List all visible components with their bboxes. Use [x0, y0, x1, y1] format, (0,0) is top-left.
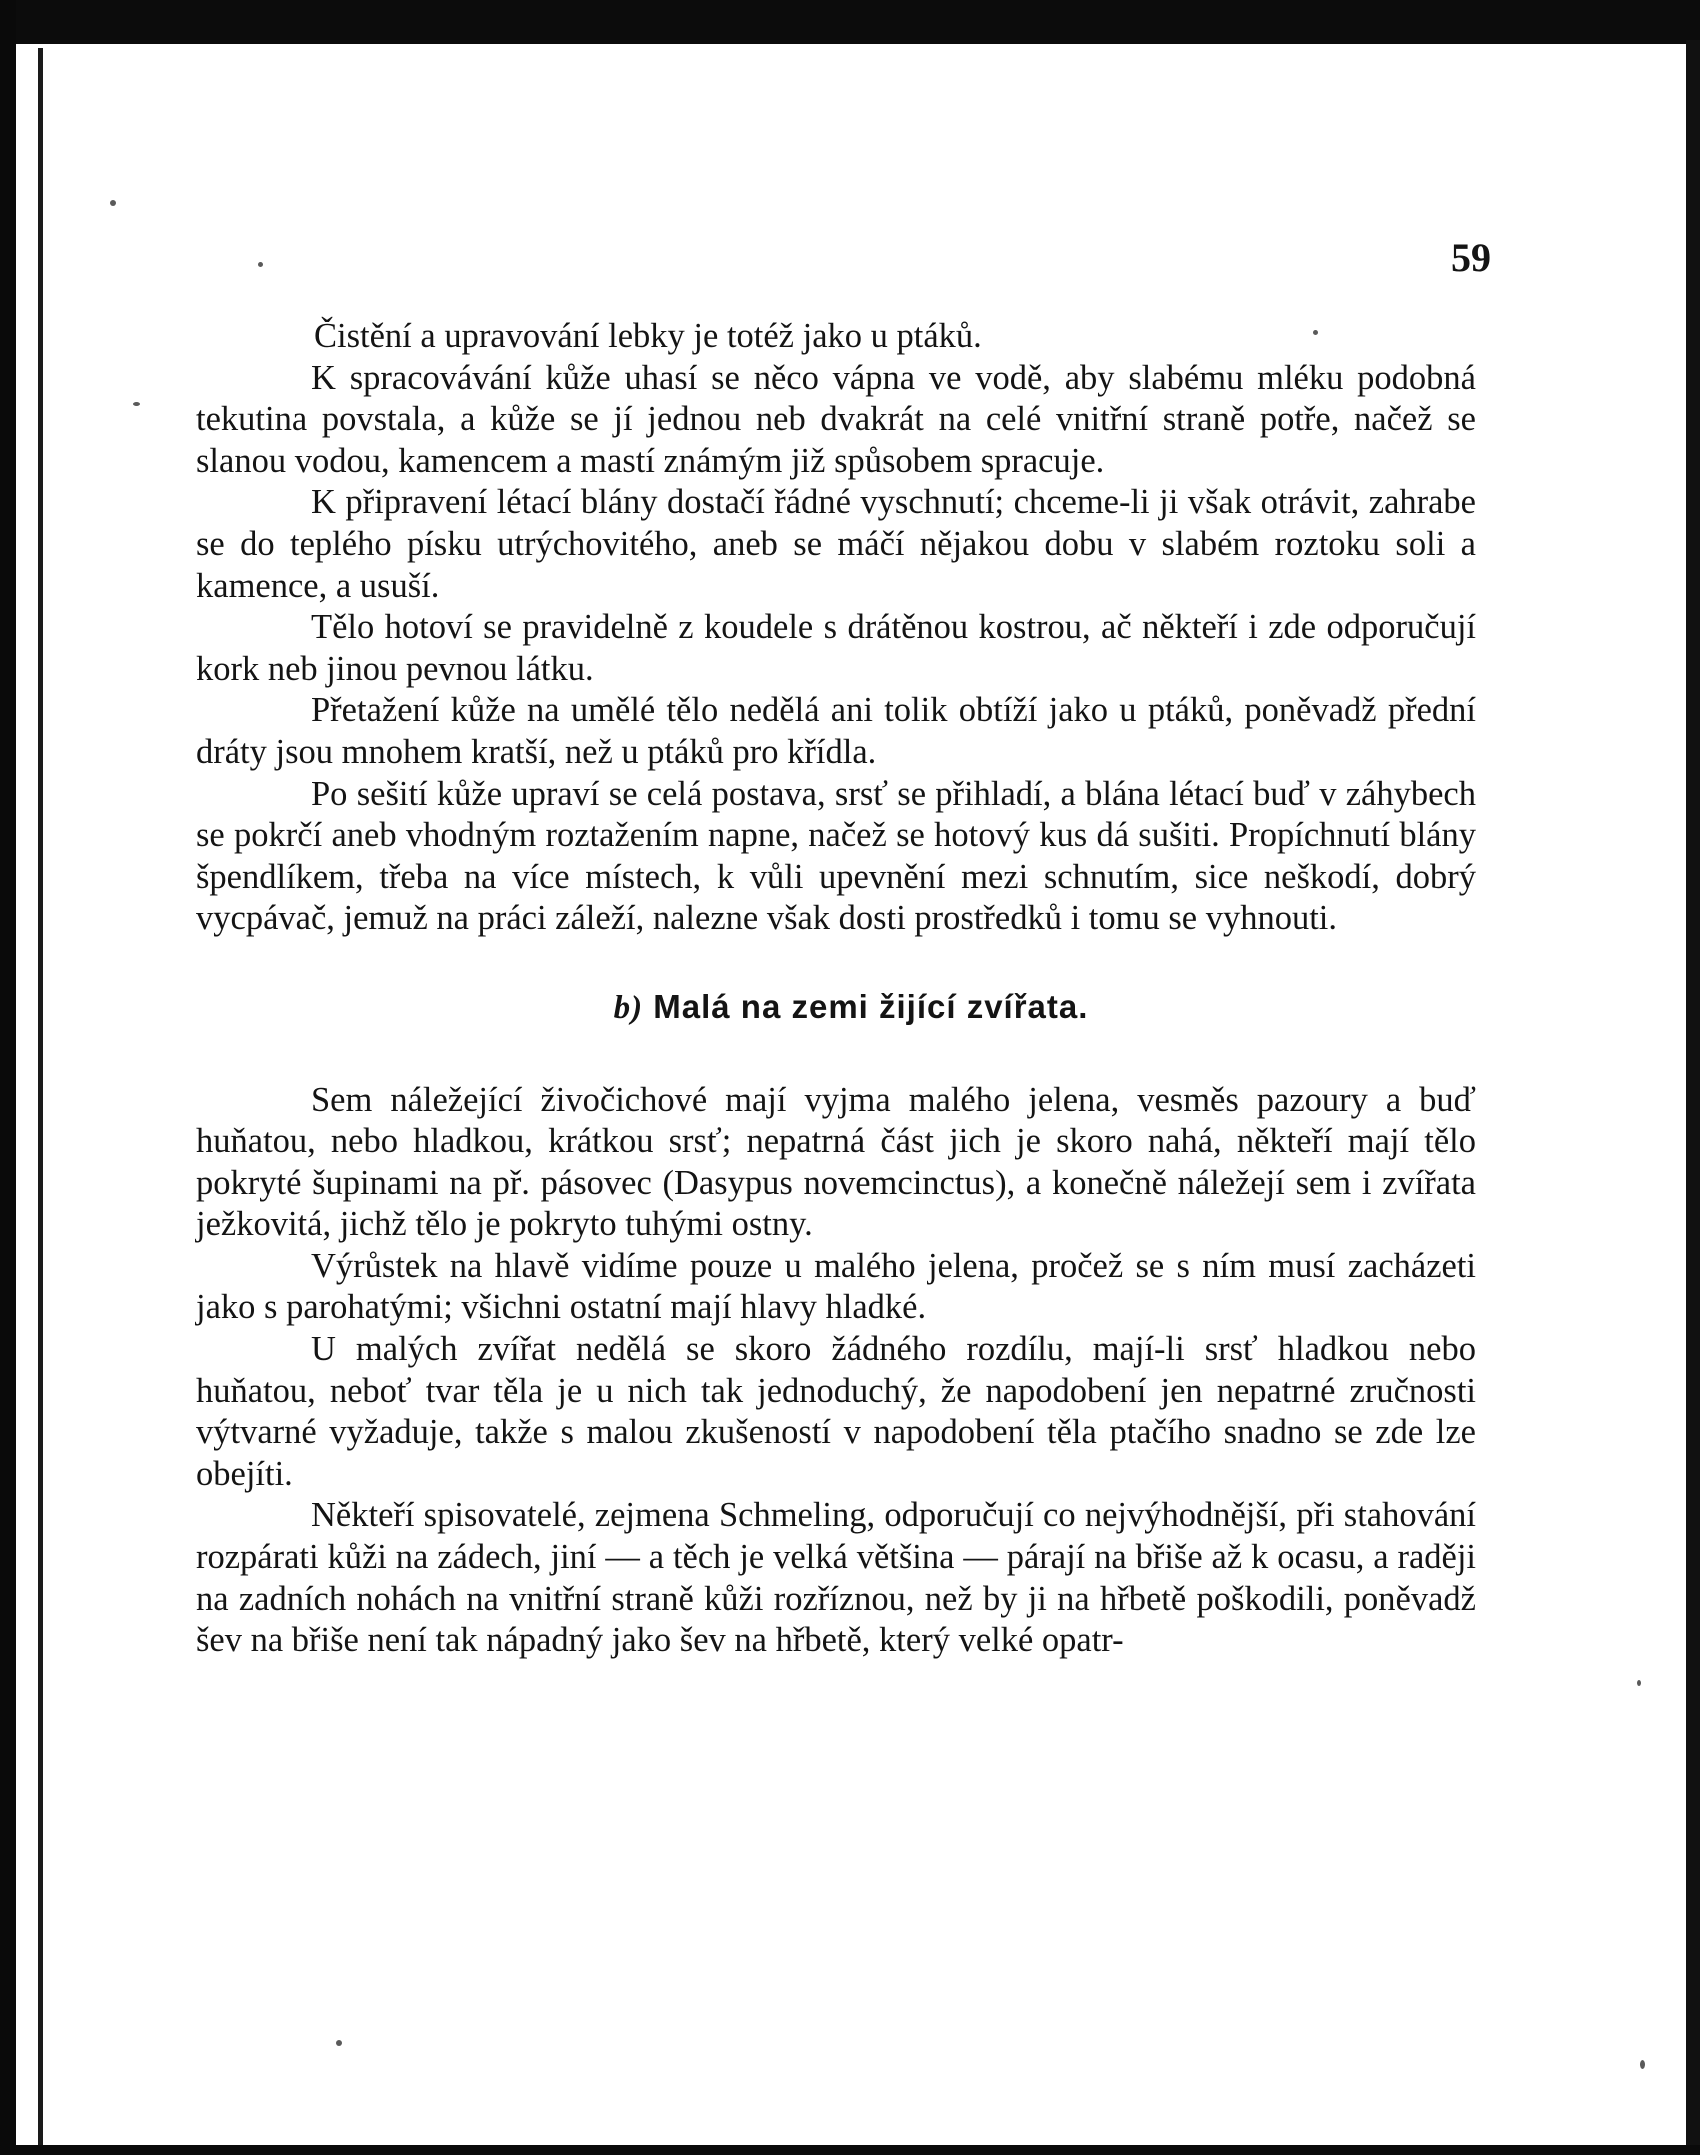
- paragraph: Výrůstek na hlavě vidíme pouze u malého jelena, pročež se s ním musí zacházeti jako s parohatými; všichni ostatní mají hlavy hladké.: [196, 1246, 1476, 1327]
- scan-speck: [1637, 1680, 1641, 1686]
- paragraph: Čistění a upravování lebky je totéž jako u ptáků.: [314, 317, 982, 355]
- scan-binding-line: [38, 48, 43, 2148]
- paragraph: K spracovávání kůže uhasí se něco vápna ve vodě, aby slabému mléku podobná tekutina povstala, a kůže se jí jednou neb dvakrát na celé vnitřní straně potře, načež se slanou vodou, kamencem a mastí známým již spůsobem spracuje.: [196, 358, 1476, 480]
- paragraph: Přetažení kůže na umělé tělo nedělá ani tolik obtíží jako u ptáků, poněvadž přední dráty jsou mnohem kratší, než u ptáků pro křídla.: [196, 691, 1476, 771]
- scan-top-edge: [0, 0, 1700, 44]
- paragraph: K připravení létací blány dostačí řádné vyschnutí; chceme-li ji však otrávit, zahrabe se do teplého písku utrýchovitého, aneb se máčí nějakou dobu v slabém roztoku soli a kamence, a usuší.: [196, 483, 1476, 605]
- scan-speck: [110, 200, 116, 206]
- scan-left-edge: [0, 0, 16, 2155]
- scan-speck: [258, 262, 263, 267]
- section-heading: [196, 986, 1476, 1030]
- scan-speck: [133, 402, 140, 406]
- paragraph: Sem náležející živočichové mají vyjma malého jelena, vesměs pazoury a buď huňatou, nebo hladkou, krátkou srsť; nepatrná část jich je skoro nahá, někteří mají tělo pokryté šupinami na př. pásovec (Dasypus novemcinctus), a konečně náležejí sem i zvířata ježkovitá, jichž tělo je pokryto tuhými ostny.: [196, 1080, 1476, 1244]
- section-heading-letter: b): [613, 989, 644, 1026]
- body-text: [196, 316, 1476, 1662]
- paragraph: U malých zvířat nedělá se skoro žádného rozdílu, mají-li srsť hladkou nebo huňatou, neboť tvar těla je u nich tak jednoduchý, že napodobení jen nepatrné zručnosti výtvarné vyžaduje, takže s malou zkušeností v napodobení těla ptačího snadno se zde lze obejíti.: [196, 1330, 1476, 1493]
- scan-speck: [336, 2040, 342, 2046]
- paragraph: Někteří spisovatelé, zejmena Schmeling, odporučují co nejvýhodnější, při stahování rozpárati kůži na zádech, jiní — a těch je velká většina — párají na břiše až k ocasu, a raději na zadních nohách na vnitřní straně kůži rozříznou, než by ji na hřbetě poškodili, poněvadž šev na břiše není tak nápadný jako šev na hřbetě, který velké opatr-: [196, 1496, 1476, 1660]
- section-heading-text: Malá na zemi žijící zvířata.: [653, 987, 1089, 1025]
- scan-bottom-edge: [0, 2145, 1700, 2155]
- paragraph: Tělo hotoví se pravidelně z koudele s drátěnou kostrou, ač někteří i zde odporučují kork neb jinou pevnou látku.: [196, 608, 1476, 688]
- paragraph: Po sešití kůže upraví se celá postava, srsť se přihladí, a blána létací buď v záhybech se pokrčí aneb vhodným roztažením napne, načež se hotový kus dá sušiti. Propíchnutí blány špendlíkem, třeba na více místech, k vůli upevnění mezi schnutím, sice neškodí, dobrý vycpávač, jemuž na práci záleží, nalezne však dosti prostředků i tomu se vyhnouti.: [196, 774, 1476, 938]
- scan-right-edge: [1686, 40, 1700, 2155]
- scan-speck: [1640, 2060, 1645, 2069]
- page-number: 59: [1451, 235, 1491, 280]
